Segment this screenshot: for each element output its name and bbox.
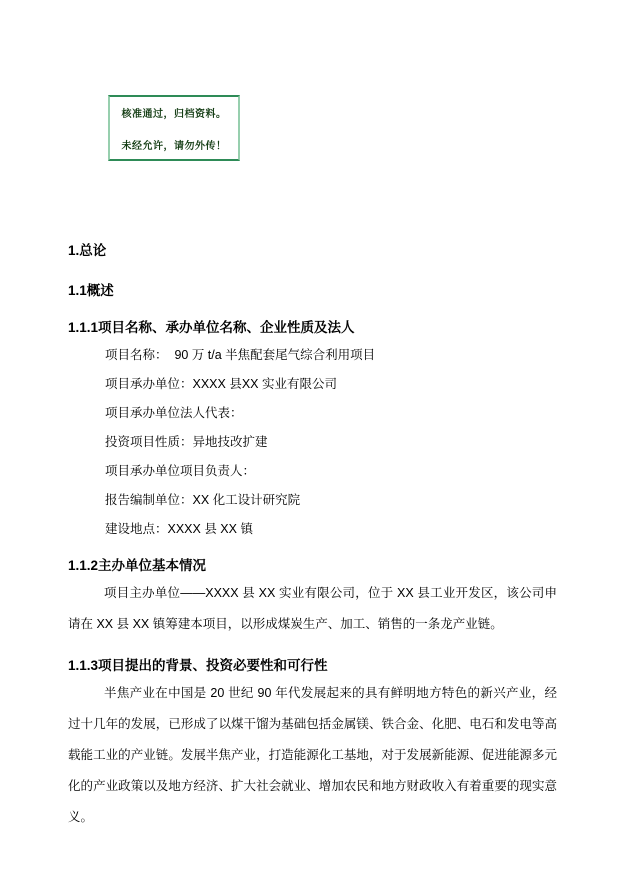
heading-summary: 1.1概述 (68, 283, 114, 298)
heading-sponsor-basic-info: 1.1.2主办单位基本情况 (68, 558, 207, 573)
heading-project-name-units: 1.1.1项目名称、承办单位名称、企业性质及法人 (68, 320, 355, 335)
info-undertaking-unit: 项目承办单位：XXXX 县XX 实业有限公司 (105, 377, 337, 391)
stamp-line-2: 未经允许，请勿外传！ (121, 140, 227, 152)
info-project-leader: 项目承办单位项目负责人： (105, 464, 256, 478)
info-report-compiler: 报告编制单位：XX 化工设计研究院 (105, 493, 301, 507)
stamp-line-1: 核准通过，归档资料。 (121, 108, 227, 120)
heading-background-feasibility: 1.1.3项目提出的背景、投资必要性和可行性 (68, 658, 328, 673)
project-info-list (68, 347, 557, 538)
paragraph-background-feasibility: 半焦产业在中国是 20 世纪 90 年代发展起来的具有鲜明地方特色的新兴产业，经过十几年的发展，已形成了以煤干馏为基础包括金属镁、铁合金、化肥、电石和发电等高载能工业的产业链。发展半焦产业，打造能源化工基地，对于发展新能源、促进能源多元化的产业政策以及地方经济、扩大社会就业、增加农民和地方财政收入有着重要的现实意义。 (68, 686, 557, 824)
paragraph-sponsor-basic-info: 项目主办单位——XXXX 县 XX 实业有限公司，位于 XX 县工业开发区，该公司申请在 XX 县 XX 镇筹建本项目，以形成煤炭生产、加工、销售的一条龙产业链。 (68, 586, 557, 631)
info-project-name: 项目名称： 90 万 t/a 半焦配套尾气综合利用项目 (105, 348, 376, 362)
heading-general-overview: 1.总论 (68, 243, 107, 258)
info-legal-representative: 项目承办单位法人代表： (105, 406, 243, 420)
info-project-nature: 投资项目性质：异地技改扩建 (105, 435, 268, 449)
document-content (68, 0, 557, 833)
info-construction-site: 建设地点：XXXX 县 XX 镇 (105, 522, 253, 536)
